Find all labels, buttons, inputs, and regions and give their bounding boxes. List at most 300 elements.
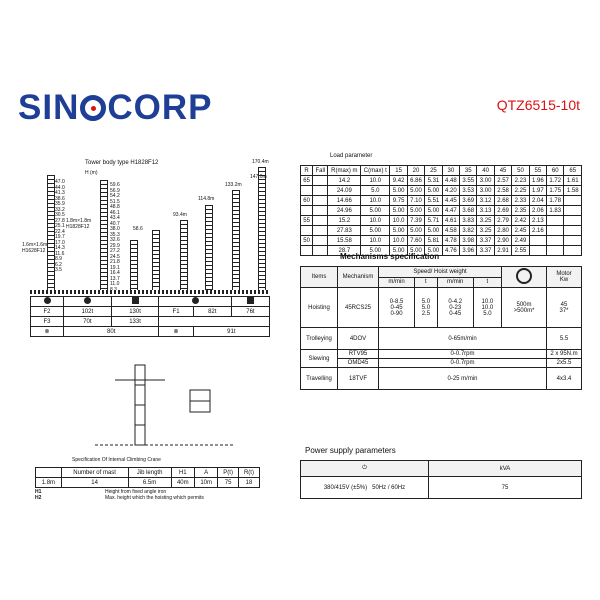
tower-height-value: 16.4	[110, 270, 120, 276]
tower-height-value: 51.5	[110, 198, 120, 205]
col-t: t	[415, 277, 438, 288]
load-cell: 2.91	[494, 246, 511, 256]
load-cell: 9.75	[390, 196, 407, 206]
load-cell: 2.80	[494, 226, 511, 236]
load-header: R	[301, 166, 313, 176]
hoisting-c-value: 0-23	[449, 304, 462, 311]
internal-climb-cell: 18	[238, 478, 259, 488]
load-cell	[313, 186, 328, 196]
load-cell	[313, 176, 328, 186]
tower-height-value: 46.1	[110, 209, 120, 216]
hoisting-c-value: 0-45	[449, 310, 462, 317]
load-cell	[547, 216, 564, 226]
col-mmin: m/min	[437, 277, 473, 288]
tower-mast-8	[258, 167, 266, 292]
load-cell: 10.0	[390, 216, 407, 226]
load-cell: 5.0	[361, 186, 390, 196]
travelling-speed: 0-25 m/min	[379, 368, 547, 390]
height-tag-6: 170.4m	[252, 159, 269, 165]
load-cell: 1.58	[564, 186, 582, 196]
load-cell: 3.69	[460, 196, 477, 206]
load-cell: 1.72	[547, 176, 564, 186]
load-cell: 2.58	[494, 186, 511, 196]
load-cell: 5.71	[425, 216, 442, 226]
internal-climb-header: P(t)	[218, 468, 239, 478]
note-key: H2	[35, 494, 42, 501]
climb-row-label: F2	[31, 307, 64, 317]
kw-label: Kw	[559, 277, 569, 283]
load-cell: 2.13	[529, 216, 546, 226]
hoisting-d-value: 10.0	[481, 298, 494, 305]
heights-col1	[55, 180, 65, 274]
load-cell	[547, 246, 564, 256]
hoisting-b	[415, 288, 438, 328]
load-cell: 2.35	[512, 206, 529, 216]
power-title: Power supply parameters	[305, 446, 396, 455]
load-cell	[313, 206, 328, 216]
trolleying-speed: 0-65m/min	[379, 328, 547, 350]
internal-climb-header: R(t)	[238, 468, 259, 478]
hoisting-c-value: 0-4.2	[448, 298, 463, 305]
climb-mast	[115, 365, 165, 445]
load-cell: 5.00	[390, 206, 407, 216]
load-header: 60	[547, 166, 564, 176]
load-header: 45	[494, 166, 511, 176]
power-voltage: 380/415V (±5%)	[323, 484, 368, 491]
tower-height-value: 35.3	[110, 231, 120, 238]
note-value: Max. height which the hoisting which permits	[105, 494, 204, 501]
internal-climb-cell: 75	[218, 478, 239, 488]
load-cell: 15.2	[328, 216, 361, 226]
load-cell: 2.06	[529, 206, 546, 216]
tower-body-diagram	[22, 155, 270, 295]
load-cell: 4.20	[442, 186, 459, 196]
load-cell: 28.7	[328, 246, 361, 256]
load-cell: 3.13	[477, 206, 494, 216]
tower-height-value: 22.4	[55, 228, 65, 235]
tower-height-value: 11.6	[55, 250, 65, 257]
height-tag-3: 114.8m	[198, 196, 215, 202]
load-cell	[547, 226, 564, 236]
load-row	[301, 216, 582, 226]
load-row	[301, 186, 582, 196]
logo-text-right: CORP	[107, 88, 213, 127]
tower-height-value: 33.2	[55, 206, 65, 213]
load-cell: 3.98	[460, 236, 477, 246]
hoisting-motor: 45 37*	[547, 288, 582, 328]
climb-cell: F1	[159, 307, 193, 317]
load-cell: 2.42	[512, 216, 529, 226]
load-cell: 10.0	[361, 216, 390, 226]
load-cell: 3.25	[477, 216, 494, 226]
heights-col2	[110, 183, 120, 293]
load-cell: 2.16	[529, 226, 546, 236]
slewing-label: Slewing	[301, 350, 338, 368]
load-row	[301, 206, 582, 216]
load-cell	[529, 236, 546, 246]
load-cell: 24.09	[328, 186, 361, 196]
slewing-mech-2: OMD45	[338, 359, 379, 368]
climb-row-label: F3	[31, 317, 64, 327]
load-table	[300, 165, 582, 256]
climb-cell: 102t	[64, 307, 112, 317]
tower-height-value: 35.9	[55, 201, 65, 207]
load-cell: 5.00	[390, 186, 407, 196]
load-cell: 1.61	[564, 176, 582, 186]
plug-icon: ⏻	[301, 461, 429, 477]
height-tag-1: 58.6	[133, 226, 143, 232]
climb-cell: 133t	[111, 317, 159, 327]
load-cell: 5.00	[425, 206, 442, 216]
load-cell: 10.0	[361, 196, 390, 206]
load-cell	[313, 216, 328, 226]
hoisting-b-value: 5.0	[421, 298, 431, 305]
internal-climb-cell: 14	[61, 478, 128, 488]
power-frequency: 50Hz / 60Hz	[372, 484, 406, 491]
load-cell: 4.78	[442, 236, 459, 246]
load-header: 55	[529, 166, 546, 176]
load-cell	[313, 246, 328, 256]
load-header: 40	[477, 166, 494, 176]
load-cell: 3.96	[460, 246, 477, 256]
load-cell	[564, 216, 582, 226]
hoisting-a	[379, 288, 415, 328]
hoisting-label: Hoisting	[301, 288, 338, 328]
square-icon	[132, 297, 139, 304]
internal-climb-cell: 40m	[171, 478, 194, 488]
tower-height-value: 27.2	[110, 248, 120, 254]
internal-climb-header: H1	[171, 468, 194, 478]
tower-height-value: 11.0	[110, 281, 120, 287]
hoisting-d	[473, 288, 501, 328]
load-cell: 1.78	[547, 196, 564, 206]
load-cell: 4.76	[442, 246, 459, 256]
load-cell: 65	[301, 176, 313, 186]
load-cell: 5.00	[407, 206, 424, 216]
load-cell: 7.10	[407, 196, 424, 206]
load-cell	[564, 196, 582, 206]
load-header: 25	[425, 166, 442, 176]
trolleying-motor: 5.5	[547, 328, 582, 350]
hoisting-mech: 45RCS25	[338, 288, 379, 328]
load-cell	[313, 226, 328, 236]
load-cell: 5.51	[425, 196, 442, 206]
tower-height-value: 13.7	[110, 275, 120, 282]
load-row	[301, 226, 582, 236]
anchor-label-2: H1828F12	[66, 224, 90, 230]
load-cell: 14.66	[328, 196, 361, 206]
tower-height-value: 19.7	[55, 234, 65, 240]
hoisting-b-value: 5.0	[421, 304, 431, 311]
mechanisms-table	[300, 266, 582, 390]
col-t: t	[473, 277, 501, 288]
hoisting-reel: 500m >500m*	[502, 288, 547, 328]
load-cell: 3.12	[477, 196, 494, 206]
load-cell	[301, 226, 313, 236]
tower-mast-1	[47, 175, 55, 292]
note-key: H1	[35, 489, 42, 495]
circle-icon	[192, 297, 199, 304]
mechanisms-title: Mechanisms specification	[340, 252, 440, 261]
slewing-speed-2: 0-0.7rpm	[379, 359, 547, 368]
load-cell: 4.45	[442, 196, 459, 206]
slewing-motor-2: 2x5.5	[547, 359, 582, 368]
load-cell: 10.0	[361, 176, 390, 186]
load-cell: 6.86	[407, 176, 424, 186]
load-cell: 5.31	[425, 176, 442, 186]
load-cell	[301, 186, 313, 196]
circle-icon	[84, 297, 91, 304]
load-cell: 3.68	[460, 206, 477, 216]
load-cell: 5.00	[407, 186, 424, 196]
load-cell: 3.00	[477, 176, 494, 186]
load-cell: 3.82	[460, 226, 477, 236]
load-row	[301, 236, 582, 246]
load-cell: 7.39	[407, 216, 424, 226]
note-value: Height from fixed angle iron	[105, 489, 167, 495]
load-header: Fall	[313, 166, 328, 176]
tower-height-value: 17.0	[55, 239, 65, 246]
load-cell: 2.68	[494, 196, 511, 206]
load-header: 30	[442, 166, 459, 176]
power-spec	[301, 477, 429, 499]
load-cell: 5.00	[390, 246, 407, 256]
trolleying-mech: 4DOV	[338, 328, 379, 350]
travelling-label: Travelling	[301, 368, 338, 390]
load-cell: 2.79	[494, 216, 511, 226]
travelling-mech: 18TVF	[338, 368, 379, 390]
load-row	[301, 176, 582, 186]
load-cell: 2.33	[512, 196, 529, 206]
load-header: 20	[407, 166, 424, 176]
anchor-label-4: H1628F12	[22, 248, 46, 254]
motor-label: Motor	[556, 271, 572, 277]
square-icon	[247, 297, 254, 304]
load-cell: 5.00	[425, 246, 442, 256]
height-tag-5: 147.0m	[250, 174, 267, 180]
tower-height-value: 14.3	[55, 245, 65, 251]
tower-height-value: 48.8	[110, 204, 120, 210]
kva-header: kVA	[429, 461, 582, 477]
load-cell: 4.47	[442, 206, 459, 216]
tower-height-value: 54.2	[110, 193, 120, 199]
load-cell: 5.00	[407, 246, 424, 256]
load-cell	[313, 196, 328, 206]
load-cell	[564, 246, 582, 256]
internal-climb-header: Jib length	[128, 468, 171, 478]
logo-text-left: SIN	[18, 88, 80, 127]
foundation-line	[30, 290, 270, 294]
power-table	[300, 460, 582, 499]
load-cell: 2.69	[494, 206, 511, 216]
climb-row-icon: ⊗	[159, 327, 193, 337]
load-cell: 1.97	[529, 186, 546, 196]
load-header: 50	[512, 166, 529, 176]
tower-height-value: 56.9	[110, 187, 120, 194]
tower-height-value: 21.8	[110, 259, 120, 265]
tower-height-value: 38.0	[110, 226, 120, 232]
climb-cell: 80t	[64, 327, 159, 337]
load-cell: 3.53	[460, 186, 477, 196]
col-mechanism: Mechanism	[338, 267, 379, 288]
load-cell: 1.83	[547, 206, 564, 216]
load-cell: 5.81	[425, 236, 442, 246]
load-header: R(max) m	[328, 166, 361, 176]
height-tag-2: 93.4m	[173, 212, 187, 218]
anchor-label-1: 1.8m×1.8m	[66, 218, 92, 224]
internal-climb-cell: 10m	[194, 478, 217, 488]
travelling-motor: 4x3.4	[547, 368, 582, 390]
load-header: 15	[390, 166, 407, 176]
col-speed: Speed/ Hoist weight	[379, 267, 502, 278]
load-cell: 1.75	[547, 186, 564, 196]
tower-height-value: 19.1	[110, 264, 120, 271]
climb-cell: 82t	[193, 307, 231, 317]
slewing-motor-1: 2 x 95N.m	[547, 350, 582, 359]
col-mmin: m/min	[379, 277, 415, 288]
hoisting-d-value: 10.0	[481, 304, 494, 311]
circle-icon	[44, 297, 51, 304]
load-cell	[301, 206, 313, 216]
load-cell: 10.0	[390, 236, 407, 246]
load-cell: 2.23	[512, 176, 529, 186]
tower-height-value: 47.0	[55, 179, 65, 185]
load-cell	[313, 236, 328, 246]
load-cell: 15.58	[328, 236, 361, 246]
load-cell: 3.55	[460, 176, 477, 186]
internal-climb-cell: 6.5m	[128, 478, 171, 488]
tower-mast-7	[232, 190, 240, 292]
load-header: 35	[460, 166, 477, 176]
tower-height-value: 43.4	[110, 215, 120, 221]
load-cell: 7.60	[407, 236, 424, 246]
sinocorp-logo	[18, 88, 212, 128]
load-cell	[564, 226, 582, 236]
load-cell: 2.55	[512, 246, 529, 256]
tower-height-value: 41.3	[55, 190, 65, 196]
tower-height-value: 8.9	[55, 256, 62, 262]
internal-climb-notes	[35, 490, 260, 501]
model-number: QTZ6515-10t	[496, 97, 580, 113]
climb-cell: 76t	[231, 307, 269, 317]
tower-mast-5	[180, 220, 188, 292]
height-tag-4: 133.2m	[225, 182, 242, 188]
tower-height-value: 59.6	[110, 182, 120, 188]
tower-height-value: 6.2	[55, 261, 62, 268]
load-cell: 2.49	[512, 236, 529, 246]
tower-height-value: 44.0	[55, 184, 65, 191]
logo-ring-icon	[80, 95, 106, 121]
tower-mast-3	[130, 240, 138, 292]
load-cell: 3.83	[460, 216, 477, 226]
power-kva: 75	[429, 477, 582, 499]
load-cell	[301, 246, 313, 256]
load-header: C(max) t	[361, 166, 390, 176]
load-cell: 55	[301, 216, 313, 226]
hoisting-d-value: 5.0	[483, 310, 492, 317]
tower-height-value: 40.7	[110, 220, 120, 227]
tower-height-value: 3.5	[55, 267, 62, 273]
climb-detail	[190, 390, 210, 412]
load-cell: 3.37	[477, 246, 494, 256]
hoisting-a-value: 0-45	[390, 304, 403, 311]
load-cell: 5.00	[361, 206, 390, 216]
load-cell	[547, 236, 564, 246]
load-cell: 50	[301, 236, 313, 246]
load-cell: 2.04	[529, 196, 546, 206]
load-cell: 24.96	[328, 206, 361, 216]
load-cell: 60	[301, 196, 313, 206]
climb-cell: 91t	[193, 327, 269, 337]
load-cell: 2.57	[494, 176, 511, 186]
tower-mast-4	[152, 230, 160, 292]
load-cell: 3.00	[477, 186, 494, 196]
load-cell: 3.25	[477, 226, 494, 236]
hoisting-c	[437, 288, 473, 328]
tower-height-value: 27.8	[55, 217, 65, 224]
slewing-mech-1: RTV95	[338, 350, 379, 359]
load-cell: 1.96	[529, 176, 546, 186]
load-cell: 4.58	[442, 226, 459, 236]
internal-climb-header: Number of mast	[61, 468, 128, 478]
hoisting-a-value: 0-8.5	[389, 298, 404, 305]
tower-mast-2	[100, 180, 108, 292]
tower-body-title: Tower body type H1828F12	[85, 160, 159, 166]
load-cell: 10.0	[361, 236, 390, 246]
load-cell	[529, 246, 546, 256]
tower-height-value: 30.5	[55, 212, 65, 218]
climb-table	[30, 296, 270, 337]
load-cell: 14.2	[328, 176, 361, 186]
load-cell: 2.25	[512, 186, 529, 196]
load-cell: 9.42	[390, 176, 407, 186]
load-cell: 2.90	[494, 236, 511, 246]
tower-height-value: 29.9	[110, 242, 120, 249]
slewing-speed-1: 0-0.7rpm	[379, 350, 547, 359]
col-items: Items	[301, 267, 338, 288]
climb-row-icon: ⊗	[31, 327, 64, 337]
load-cell: 4.48	[442, 176, 459, 186]
col-motor	[547, 267, 582, 288]
load-title: Load parameter	[330, 153, 373, 159]
internal-climb-header: A	[194, 468, 217, 478]
load-cell: 5.00	[390, 226, 407, 236]
internal-climb-header	[36, 468, 62, 478]
climb-cell: 130t	[111, 307, 159, 317]
load-cell	[564, 236, 582, 246]
load-cell: 5.00	[425, 226, 442, 236]
hoisting-b-value: 2.5	[421, 310, 431, 317]
load-cell	[564, 206, 582, 216]
tower-height-value: 38.6	[55, 195, 65, 202]
tower-height-value: 32.6	[110, 237, 120, 243]
load-cell: 5.00	[425, 186, 442, 196]
tower-mast-6	[205, 205, 213, 292]
climb-cell	[159, 317, 270, 327]
load-cell: 4.61	[442, 216, 459, 226]
load-cell: 2.45	[512, 226, 529, 236]
tower-height-value: 24.5	[110, 253, 120, 260]
internal-climb-table	[35, 467, 260, 488]
reel-icon	[502, 267, 547, 288]
trolleying-label: Trolleying	[301, 328, 338, 350]
load-cell: 5.00	[407, 226, 424, 236]
climb-cell: 70t	[64, 317, 112, 327]
load-row	[301, 196, 582, 206]
hoisting-a-value: 0-90	[390, 310, 403, 317]
internal-climb-title: Specification Of Internal Climbing Crane	[72, 457, 161, 463]
load-cell: 3.37	[477, 236, 494, 246]
